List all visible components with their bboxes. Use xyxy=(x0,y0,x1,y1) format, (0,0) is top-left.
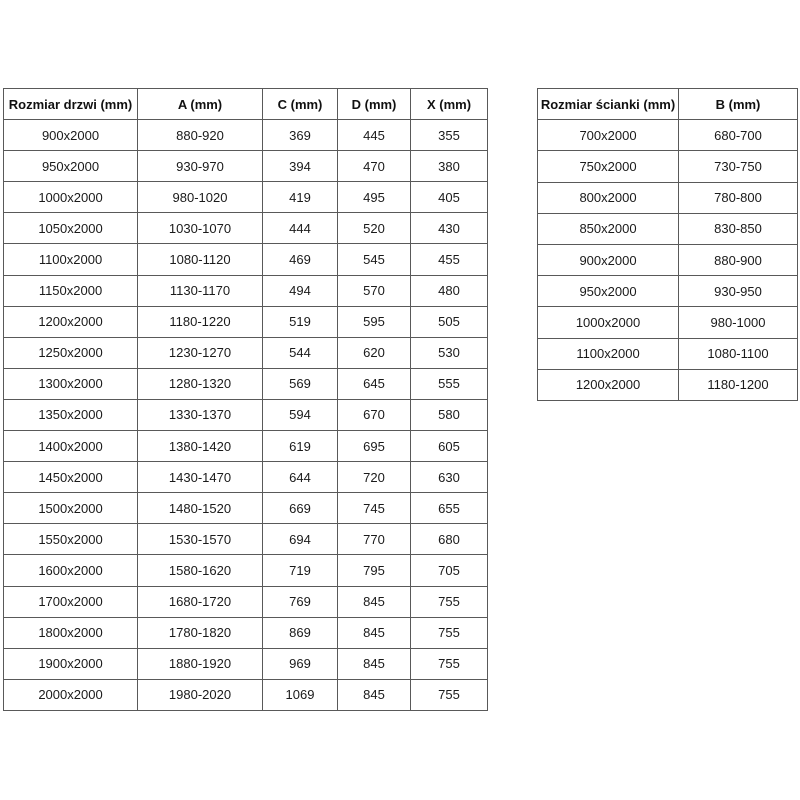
column-header: X (mm) xyxy=(411,89,488,120)
table-cell: 1050x2000 xyxy=(4,213,138,244)
table-cell: 519 xyxy=(263,306,338,337)
table-cell: 1130-1170 xyxy=(138,275,263,306)
table-cell: 369 xyxy=(263,120,338,151)
table-cell: 745 xyxy=(338,493,411,524)
table-cell: 980-1020 xyxy=(138,182,263,213)
table-row xyxy=(538,120,798,151)
table-row xyxy=(538,244,798,275)
table-cell: 1430-1470 xyxy=(138,462,263,493)
table-row xyxy=(4,213,488,244)
table-cell: 850x2000 xyxy=(538,213,679,244)
table-cell: 900x2000 xyxy=(4,120,138,151)
table-row xyxy=(538,151,798,182)
table-cell: 445 xyxy=(338,120,411,151)
header-row xyxy=(4,89,488,120)
table-cell: 680-700 xyxy=(679,120,798,151)
table-cell: 1069 xyxy=(263,679,338,710)
table-row xyxy=(538,338,798,369)
table-cell: 1800x2000 xyxy=(4,617,138,648)
header-row xyxy=(538,89,798,120)
table-cell: 470 xyxy=(338,151,411,182)
table-cell: 900x2000 xyxy=(538,244,679,275)
table-cell: 950x2000 xyxy=(4,151,138,182)
table-cell: 1080-1120 xyxy=(138,244,263,275)
table-cell: 1000x2000 xyxy=(4,182,138,213)
table-row xyxy=(4,679,488,710)
table-cell: 1900x2000 xyxy=(4,648,138,679)
table-cell: 594 xyxy=(263,399,338,430)
column-header: Rozmiar ścianki (mm) xyxy=(538,89,679,120)
door-sizes-table xyxy=(3,88,488,711)
table-cell: 830-850 xyxy=(679,213,798,244)
table-cell: 750x2000 xyxy=(538,151,679,182)
table-cell: 1350x2000 xyxy=(4,399,138,430)
wall-sizes-table-head xyxy=(538,89,798,120)
table-cell: 769 xyxy=(263,586,338,617)
table-row xyxy=(4,182,488,213)
table-row xyxy=(538,213,798,244)
table-cell: 495 xyxy=(338,182,411,213)
table-row xyxy=(4,431,488,462)
table-row xyxy=(538,307,798,338)
table-row xyxy=(4,555,488,586)
table-row xyxy=(4,151,488,182)
table-cell: 619 xyxy=(263,431,338,462)
table-cell: 869 xyxy=(263,617,338,648)
table-cell: 1080-1100 xyxy=(679,338,798,369)
table-cell: 694 xyxy=(263,524,338,555)
table-row xyxy=(4,306,488,337)
table-cell: 1330-1370 xyxy=(138,399,263,430)
table-cell: 1780-1820 xyxy=(138,617,263,648)
table-cell: 719 xyxy=(263,555,338,586)
table-cell: 670 xyxy=(338,399,411,430)
table-cell: 545 xyxy=(338,244,411,275)
table-cell: 630 xyxy=(411,462,488,493)
table-cell: 520 xyxy=(338,213,411,244)
table-cell: 880-920 xyxy=(138,120,263,151)
table-cell: 595 xyxy=(338,306,411,337)
column-header: B (mm) xyxy=(679,89,798,120)
table-cell: 669 xyxy=(263,493,338,524)
table-cell: 1230-1270 xyxy=(138,337,263,368)
table-cell: 544 xyxy=(263,337,338,368)
table-row xyxy=(538,369,798,400)
table-cell: 1580-1620 xyxy=(138,555,263,586)
table-cell: 1300x2000 xyxy=(4,368,138,399)
table-cell: 795 xyxy=(338,555,411,586)
table-cell: 380 xyxy=(411,151,488,182)
column-header: C (mm) xyxy=(263,89,338,120)
table-cell: 620 xyxy=(338,337,411,368)
table-cell: 845 xyxy=(338,617,411,648)
table-cell: 1100x2000 xyxy=(4,244,138,275)
table-cell: 1200x2000 xyxy=(538,369,679,400)
table-cell: 695 xyxy=(338,431,411,462)
wall-sizes-table xyxy=(537,88,798,401)
table-cell: 1550x2000 xyxy=(4,524,138,555)
table-cell: 580 xyxy=(411,399,488,430)
table-cell: 644 xyxy=(263,462,338,493)
table-cell: 1600x2000 xyxy=(4,555,138,586)
table-cell: 1180-1220 xyxy=(138,306,263,337)
table-cell: 1180-1200 xyxy=(679,369,798,400)
column-header: Rozmiar drzwi (mm) xyxy=(4,89,138,120)
table-cell: 730-750 xyxy=(679,151,798,182)
table-cell: 1500x2000 xyxy=(4,493,138,524)
table-cell: 569 xyxy=(263,368,338,399)
table-row xyxy=(4,462,488,493)
table-row xyxy=(4,586,488,617)
table-cell: 405 xyxy=(411,182,488,213)
table-cell: 705 xyxy=(411,555,488,586)
table-cell: 1880-1920 xyxy=(138,648,263,679)
table-row xyxy=(4,617,488,648)
table-cell: 394 xyxy=(263,151,338,182)
table-cell: 755 xyxy=(411,586,488,617)
table-cell: 1980-2020 xyxy=(138,679,263,710)
table-cell: 655 xyxy=(411,493,488,524)
table-cell: 505 xyxy=(411,306,488,337)
table-cell: 444 xyxy=(263,213,338,244)
table-cell: 1100x2000 xyxy=(538,338,679,369)
table-cell: 880-900 xyxy=(679,244,798,275)
table-cell: 430 xyxy=(411,213,488,244)
table-cell: 800x2000 xyxy=(538,182,679,213)
table-cell: 845 xyxy=(338,679,411,710)
door-sizes-table-body xyxy=(4,120,488,711)
table-cell: 1380-1420 xyxy=(138,431,263,462)
table-cell: 480 xyxy=(411,275,488,306)
door-sizes-table-head xyxy=(4,89,488,120)
column-header: D (mm) xyxy=(338,89,411,120)
wall-sizes-table-body xyxy=(538,120,798,401)
table-row xyxy=(4,524,488,555)
table-cell: 930-950 xyxy=(679,276,798,307)
table-cell: 980-1000 xyxy=(679,307,798,338)
table-row xyxy=(4,399,488,430)
column-header: A (mm) xyxy=(138,89,263,120)
table-cell: 1680-1720 xyxy=(138,586,263,617)
table-cell: 1030-1070 xyxy=(138,213,263,244)
table-cell: 680 xyxy=(411,524,488,555)
table-cell: 355 xyxy=(411,120,488,151)
table-cell: 1700x2000 xyxy=(4,586,138,617)
table-cell: 1200x2000 xyxy=(4,306,138,337)
table-cell: 845 xyxy=(338,648,411,679)
table-row xyxy=(4,648,488,679)
table-cell: 530 xyxy=(411,337,488,368)
table-cell: 700x2000 xyxy=(538,120,679,151)
table-cell: 469 xyxy=(263,244,338,275)
table-cell: 950x2000 xyxy=(538,276,679,307)
table-cell: 969 xyxy=(263,648,338,679)
table-cell: 780-800 xyxy=(679,182,798,213)
table-row xyxy=(538,182,798,213)
table-cell: 1530-1570 xyxy=(138,524,263,555)
table-row xyxy=(4,275,488,306)
table-cell: 570 xyxy=(338,275,411,306)
table-cell: 2000x2000 xyxy=(4,679,138,710)
table-cell: 755 xyxy=(411,648,488,679)
table-cell: 845 xyxy=(338,586,411,617)
table-cell: 645 xyxy=(338,368,411,399)
table-cell: 1280-1320 xyxy=(138,368,263,399)
table-cell: 755 xyxy=(411,679,488,710)
table-cell: 755 xyxy=(411,617,488,648)
table-cell: 1000x2000 xyxy=(538,307,679,338)
table-cell: 1400x2000 xyxy=(4,431,138,462)
table-cell: 605 xyxy=(411,431,488,462)
table-cell: 494 xyxy=(263,275,338,306)
table-cell: 555 xyxy=(411,368,488,399)
table-row xyxy=(4,337,488,368)
table-row xyxy=(4,120,488,151)
table-cell: 1450x2000 xyxy=(4,462,138,493)
table-cell: 930-970 xyxy=(138,151,263,182)
table-cell: 1480-1520 xyxy=(138,493,263,524)
table-cell: 770 xyxy=(338,524,411,555)
table-cell: 455 xyxy=(411,244,488,275)
table-cell: 1250x2000 xyxy=(4,337,138,368)
table-cell: 720 xyxy=(338,462,411,493)
table-row xyxy=(4,244,488,275)
table-row xyxy=(4,368,488,399)
table-cell: 1150x2000 xyxy=(4,275,138,306)
table-row xyxy=(538,276,798,307)
table-cell: 419 xyxy=(263,182,338,213)
table-row xyxy=(4,493,488,524)
